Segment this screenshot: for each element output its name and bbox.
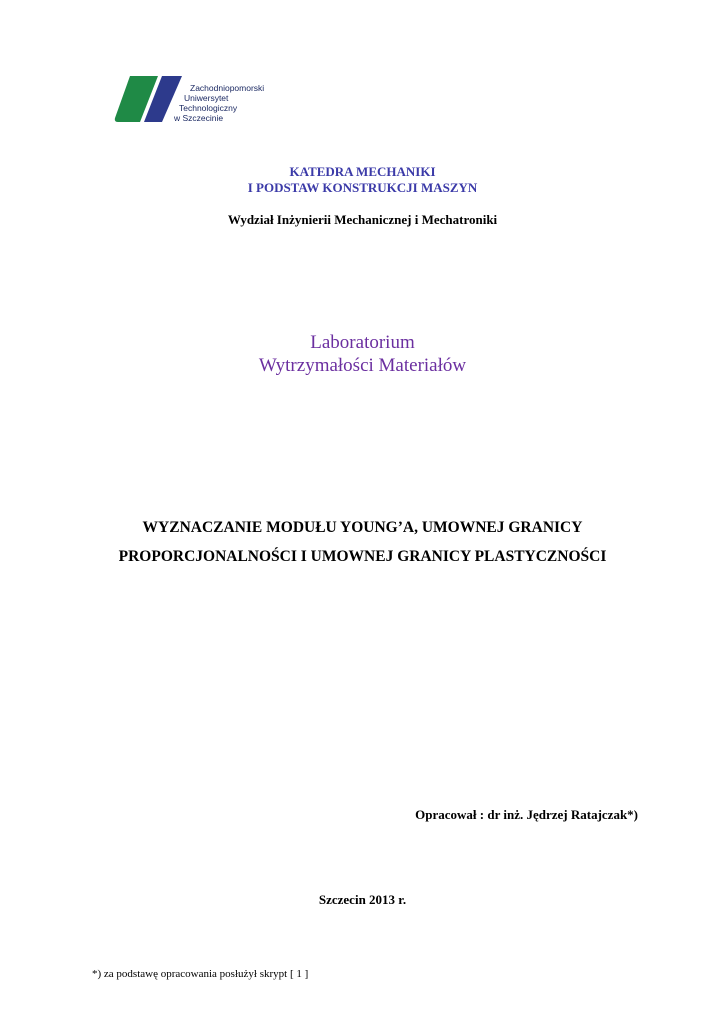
author-credit: Opracował : dr inż. Jędrzej Ratajczak*) — [415, 807, 638, 822]
department-name — [0, 164, 725, 196]
place-and-date: Szczecin 2013 r. — [318, 892, 407, 907]
lab-title-line: Wytrzymałości Materiałów — [258, 355, 467, 376]
university-logo — [114, 76, 294, 128]
department-line: I PODSTAW KONSTRUKCJI MASZYN — [247, 180, 478, 195]
logo-line: Technologiczny — [179, 103, 238, 113]
document-title-line: PROPORCJONALNOŚCI I UMOWNEJ GRANICY PLASTYCZNOŚCI — [118, 548, 607, 565]
department-line: KATEDRA MECHANIKI — [289, 164, 436, 179]
faculty-name: Wydział Inżynierii Mechanicznej i Mechatroniki — [227, 212, 498, 227]
document-title-line: WYZNACZANIE MODUŁU YOUNG’A, UMOWNEJ GRANICY — [142, 519, 583, 536]
footnote: *) za podstawę opracowania posłużył skrypt [ 1 ] — [92, 968, 309, 980]
document-title — [0, 513, 725, 571]
lab-title — [0, 331, 725, 377]
logo-wordmark — [114, 76, 294, 128]
logo-line: Zachodniopomorski — [190, 83, 265, 93]
logo-line: Uniwersytet — [184, 93, 229, 103]
logo-line: w Szczecinie — [174, 113, 224, 123]
lab-title-line: Laboratorium — [310, 332, 415, 353]
